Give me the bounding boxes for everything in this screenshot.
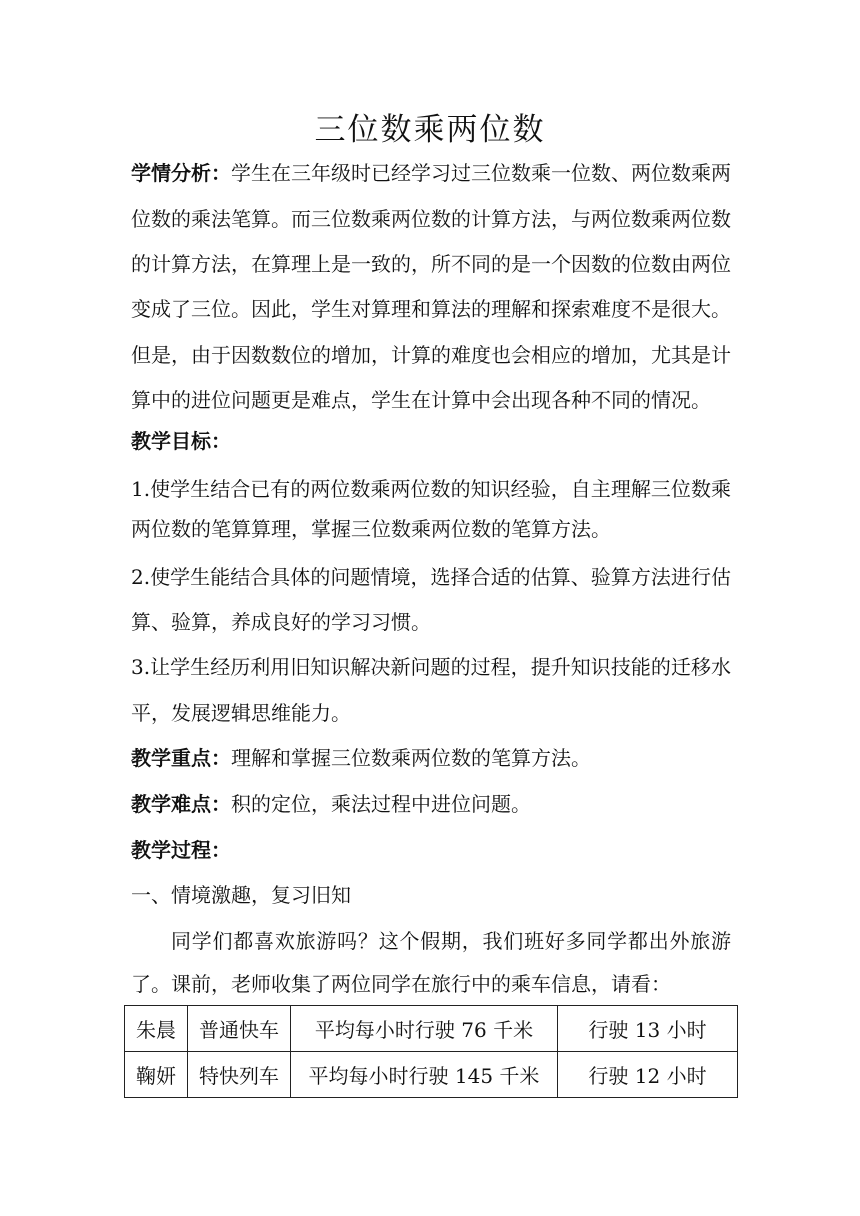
key-point-text: 理解和掌握三位数乘两位数的笔算方法。 — [231, 746, 591, 770]
travel-info-table — [124, 1005, 738, 1098]
section-1-heading: 一、情境激趣，复习旧知 — [131, 883, 351, 907]
goal-line-3: 2.使学生能结合具体的问题情境，选择合适的估算、验算方法进行估 — [131, 565, 731, 589]
goal-line-6: 平，发展逻辑思维能力。 — [131, 701, 351, 725]
analysis-line-2: 位数的乘法笔算。而三位数乘两位数的计算方法，与两位数乘两位数 — [131, 207, 731, 231]
table-cell: 平均每小时行驶 145 千米 — [291, 1052, 558, 1098]
key-point-line — [131, 743, 731, 773]
table-cell: 行驶 13 小时 — [558, 1006, 738, 1052]
table-row — [125, 1052, 738, 1098]
table-cell: 平均每小时行驶 76 千米 — [291, 1006, 558, 1052]
goals-heading: 教学目标： — [131, 429, 231, 453]
table-cell: 鞠妍 — [125, 1052, 188, 1098]
goal-line-5: 3.让学生经历利用旧知识解决新问题的过程，提升知识技能的迁移水 — [131, 655, 731, 679]
key-point-label: 教学重点： — [131, 746, 231, 770]
page-title: 三位数乘两位数 — [314, 112, 546, 148]
analysis-line-6: 算中的进位问题更是难点，学生在计算中会出现各种不同的情况。 — [131, 388, 711, 412]
process-line-1: 同学们都喜欢旅游吗？这个假期，我们班好多同学都出外旅游 — [171, 929, 731, 953]
difficulty-label: 教学难点： — [131, 792, 231, 816]
table-row — [125, 1006, 738, 1052]
analysis-line-5: 但是，由于因数数位的增加，计算的难度也会相应的增加，尤其是计 — [131, 343, 731, 367]
analysis-line-4: 变成了三位。因此，学生对算理和算法的理解和探索难度不是很大。 — [131, 297, 731, 321]
table-cell: 行驶 12 小时 — [558, 1052, 738, 1098]
table-cell: 特快列车 — [188, 1052, 291, 1098]
goal-line-1: 1.使学生结合已有的两位数乘两位数的知识经验，自主理解三位数乘 — [131, 477, 731, 501]
difficulty-line — [131, 789, 731, 819]
goal-line-4: 算、验算，养成良好的学习习惯。 — [131, 610, 431, 634]
table-cell: 普通快车 — [188, 1006, 291, 1052]
analysis-line-3: 的计算方法，在算理上是一致的，所不同的是一个因数的位数由两位 — [131, 252, 731, 276]
goal-line-2: 两位数的笔算算理，掌握三位数乘两位数的笔算方法。 — [131, 517, 611, 541]
difficulty-text: 积的定位，乘法过程中进位问题。 — [231, 792, 531, 816]
process-heading: 教学过程： — [131, 838, 231, 862]
process-line-2: 了。课前，老师收集了两位同学在旅行中的乘车信息，请看： — [131, 972, 671, 996]
analysis-label: 学情分析： — [131, 161, 231, 185]
table-cell: 朱晨 — [125, 1006, 188, 1052]
analysis-line-1: 学情分析：学生在三年级时已经学习过三位数乘一位数、两位数乘两 — [131, 161, 731, 185]
